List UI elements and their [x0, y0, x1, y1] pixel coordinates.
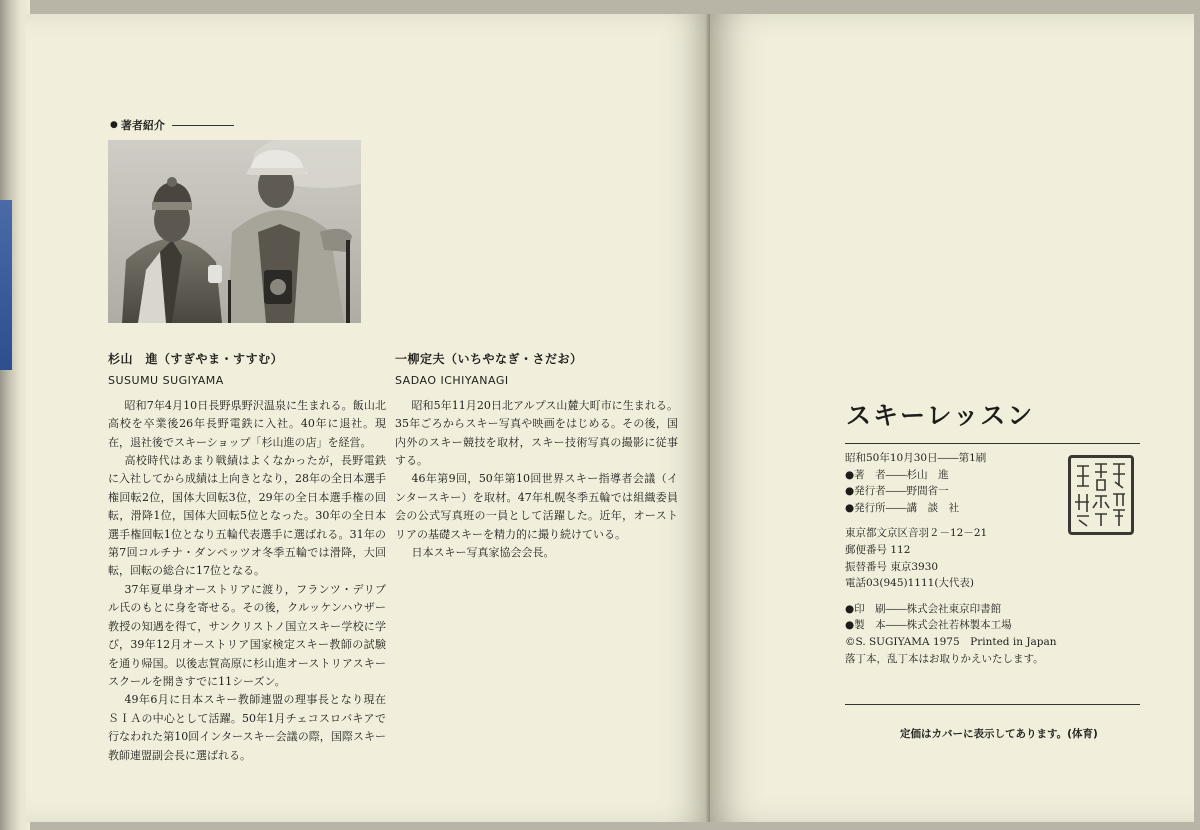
section-header	[110, 117, 234, 133]
bio-paragraph: 高校時代はあまり戦績はよくなかったが，長野電鉄に入社してから成績は上向きとなり，28年の全日本選手権回転2位，国体大回転3位，29年の全日本選手権の回転，滑降1位，国体大回転5位となった。30年の全日本選手権回転1位となり五輪代表選手に選ばれる。31年の第7回コルチナ・ダンペッツオ冬季五輪では滑降，大回転，回転の総合に17位となる。	[108, 454, 386, 578]
bio-paragraph: 昭和5年11月20日北アルプス山麓大町市に生まれる。35年ごろからスキー写真や映画をはじめる。その後，国内外のスキー競技を取材，スキー技術写真の撮影に従事する。	[395, 398, 678, 468]
printing-line: ●印 刷――株式会社東京印書館	[845, 602, 1002, 615]
publisher-line: ●発行者――野間省一	[845, 485, 949, 498]
book-title: スキーレッスン	[846, 401, 1035, 430]
phone-line: 電話03(945)1111(大代表)	[845, 577, 975, 590]
binding-line: ●製 本――株式会社若林製本工場	[845, 619, 1012, 632]
bio-paragraph: 49年6月に日本スキー教師連盟の理事長となり現在ＳＩＡの中心として活躍。50年1月チェコスロバキアで行なわれた第10回インタースキー会議の際，国際スキー教師連盟副会長に選ばれる。	[108, 693, 386, 762]
address-line: 東京都文京区音羽２－12－21	[845, 527, 988, 540]
header-rule	[172, 125, 234, 126]
bio-paragraph: 37年夏単身オーストリアに渡り，フランツ・デリブル氏のもとに身を寄せる。その後，クルッケンハウザー教授の知遇を得て，サンクリストノ国立スキー学校に学び，39年12月オーストリア国家検定スキー教師の試験を通り帰国。以後志賀高原に杉山進オーストリアスキースクールを開きすでに11シーズン。	[108, 582, 386, 688]
author-name: 一柳定夫（いちやなぎ・さだお）	[395, 352, 583, 366]
cover-edge	[0, 200, 12, 370]
author-line: ●著 者――杉山 進	[845, 468, 949, 481]
colophon	[845, 450, 1065, 667]
author-photo	[108, 140, 361, 323]
title-rule	[845, 443, 1140, 444]
bullet-icon: ●	[110, 120, 118, 130]
section-label: 著者紹介	[120, 119, 165, 132]
notice-line: 落丁本，乱丁本はお取りかえいたします。	[845, 652, 1044, 665]
copyright-line: ©S. SUGIYAMA 1975 Printed in Japan	[845, 635, 1057, 648]
edition-line: 昭和50年10月30日――第1刷	[845, 452, 987, 464]
publisher-seal-stamp	[1068, 455, 1134, 535]
author-bio-ichiyanagi	[395, 350, 678, 562]
bio-paragraph: 昭和7年4月10日長野県野沢温泉に生まれる。飯山北高校を卒業後26年長野電鉄に入社。40年に退社。現在，退社後でスキーショップ「杉山進の店」を経営。	[108, 398, 386, 449]
price-rule	[845, 704, 1140, 705]
author-bio-sugiyama	[108, 350, 386, 765]
author-name: 杉山 進（すぎやま・すすむ）	[108, 352, 284, 366]
author-romaji: SUSUMU SUGIYAMA	[108, 374, 224, 388]
author-romaji: SADAO ICHIYANAGI	[395, 374, 509, 388]
price-note: 定価はカバーに表示してあります。(体育)	[900, 728, 1098, 740]
postal-line: 郵便番号 112	[845, 543, 911, 556]
bio-paragraph: 日本スキー写真家協会会長。	[411, 546, 555, 560]
publishing-house-line: ●発行所――講 談 社	[845, 501, 960, 514]
transfer-line: 振替番号 東京3930	[845, 560, 939, 573]
bio-paragraph: 46年第9回，50年第10回世界スキー指導者会議（インタースキー）を取材。47年札幌冬季五輪では組織委員会の公式写真班の一員として活躍した。近年，オーストリアの基礎スキーを精力的に撮り続けている。	[395, 472, 678, 541]
